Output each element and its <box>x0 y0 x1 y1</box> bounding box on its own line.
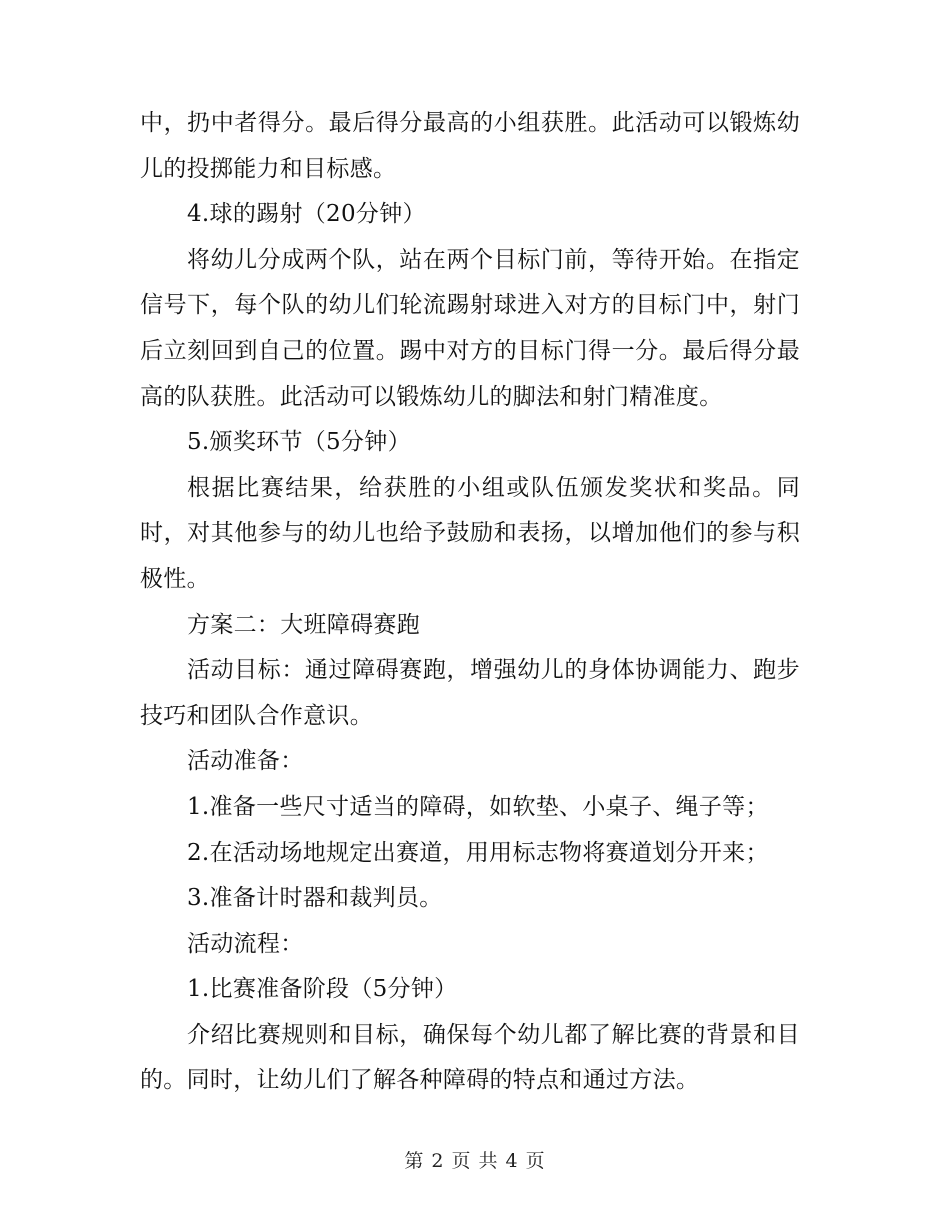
document-body <box>140 101 800 1104</box>
list-item-preparation-2: 2.在活动场地规定出赛道，用用标志物将赛道划分开来； <box>187 839 769 866</box>
page-number-footer: 第 2 页 共 4 页 <box>404 1150 546 1172</box>
heading-activity-preparation: 活动准备： <box>187 748 304 775</box>
paragraph-activity-goal: 活动目标：通过障碍赛跑，增强幼儿的身体协调能力、跑步技巧和团队合作意识。 <box>140 657 800 729</box>
heading-award-ceremony: 5.颁奖环节（5分钟） <box>187 429 411 456</box>
paragraph-competition-preparation: 介绍比赛规则和目标，确保每个幼儿都了解比赛的背景和目的。同时，让幼儿们了解各种障碍的特点和通过方法。 <box>140 1021 800 1094</box>
list-item-preparation-3: 3.准备计时器和裁判员。 <box>187 885 443 912</box>
heading-activity-process: 活动流程： <box>187 930 304 957</box>
heading-competition-preparation: 1.比赛准备阶段（5分钟） <box>187 976 458 1003</box>
paragraph-continuation: 中，扔中者得分。最后得分最高的小组获胜。此活动可以锻炼幼儿的投掷能力和目标感。 <box>140 110 800 182</box>
heading-ball-kicking: 4.球的踢射（20分钟） <box>187 201 426 228</box>
paragraph-ball-kicking: 将幼儿分成两个队，站在两个目标门前，等待开始。在指定信号下，每个队的幼儿们轮流踢射球进入对方的目标门中，射门后立刻回到自己的位置。踢中对方的目标门得一分。最后得分最高的队获胜。此活动可以锻炼幼儿的脚法和射门精准度。 <box>140 246 800 410</box>
paragraph-award-ceremony: 根据比赛结果，给获胜的小组或队伍颁发奖状和奖品。同时，对其他参与的幼儿也给予鼓励和表扬，以增加他们的参与积极性。 <box>140 474 800 592</box>
list-item-preparation-1: 1.准备一些尺寸适当的障碍，如软垫、小桌子、绳子等； <box>187 793 769 820</box>
heading-plan-two: 方案二：大班障碍赛跑 <box>187 611 420 638</box>
